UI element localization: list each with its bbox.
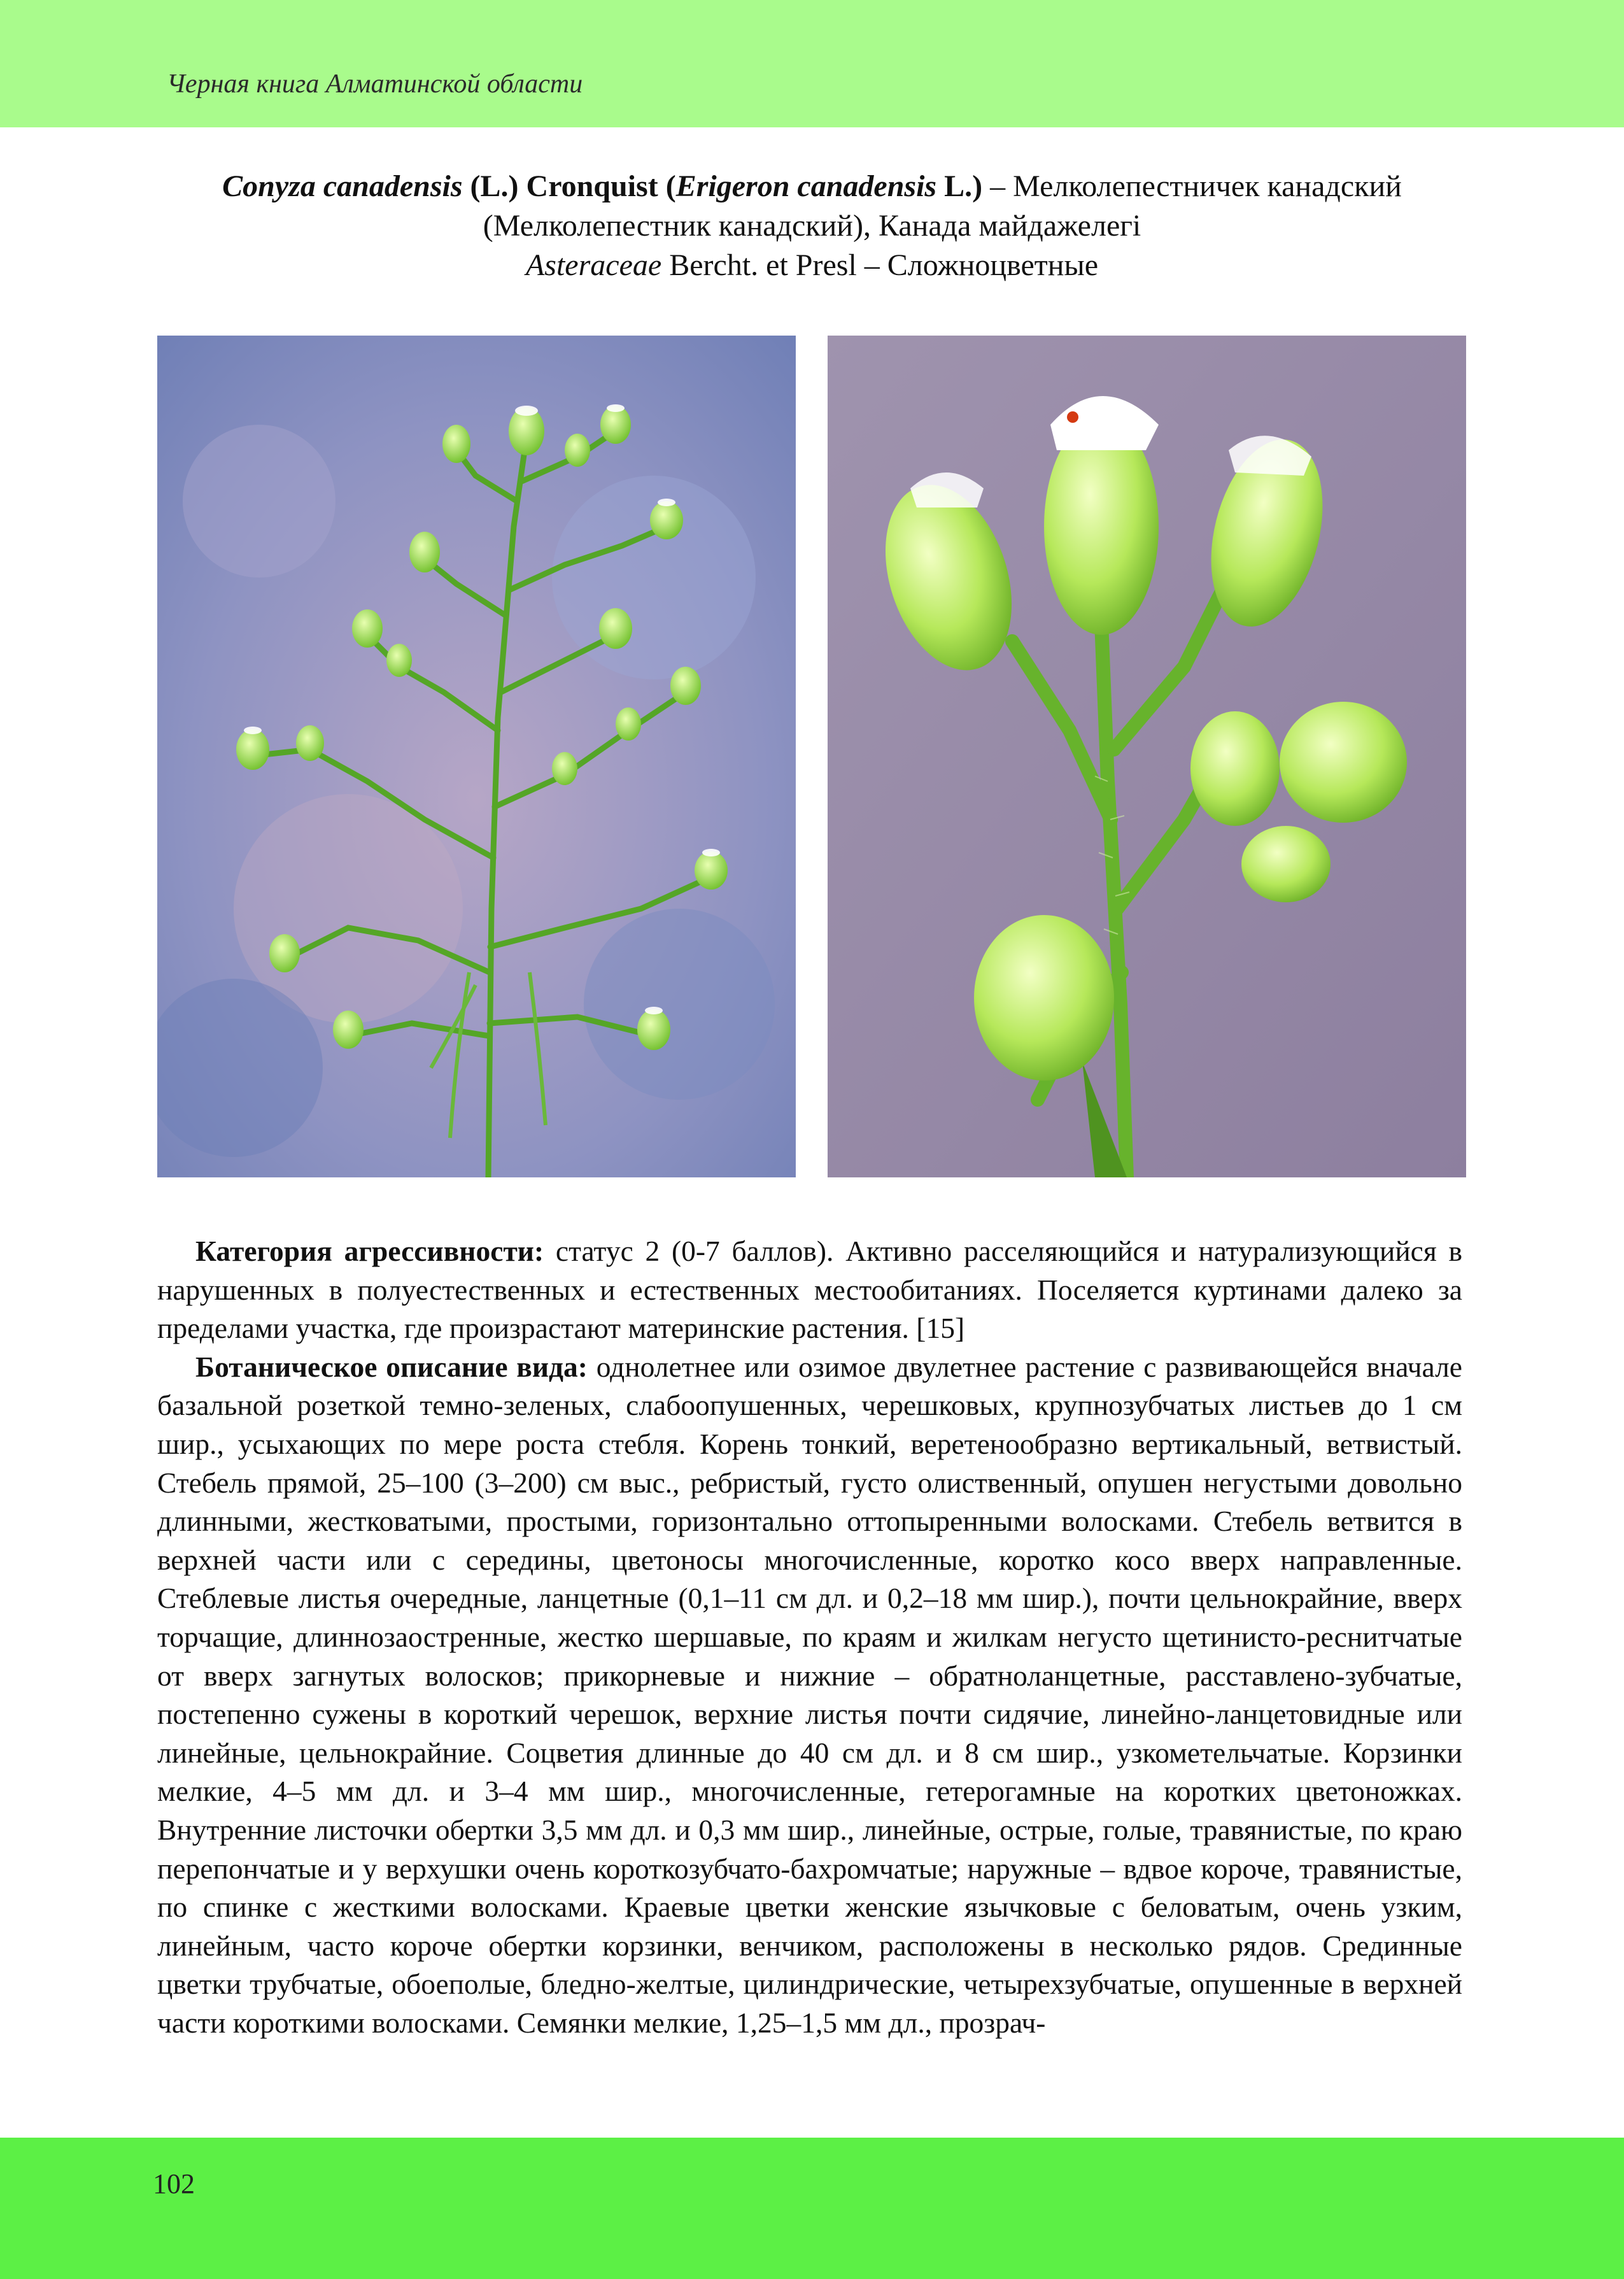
synonym-name: Erigeron canadensis: [675, 169, 937, 203]
running-title: Черная книга Алматинской области: [167, 69, 583, 99]
title-line-2: (Мелколепестник канадский), Канада майдажелегі: [483, 209, 1141, 243]
flower-heads-closeup-photo: [828, 336, 1466, 1177]
species-latin-name: Conyza canadensis: [222, 169, 463, 203]
body-text: [157, 1232, 1462, 2042]
title-line-1: [127, 167, 1497, 206]
aggression-paragraph: [157, 1232, 1462, 1348]
flower-heads-illustration: [828, 336, 1466, 1177]
page-number: 102: [153, 2168, 195, 2199]
botany-text: однолетнее или озимое двулетнее растение с развивающейся вначале базальной розеткой темно-зеленых, слабоопушенных, черешковых, крупнозубчатых листьев до 1 см шир., усыхающих по мере роста стебля. Корень тонкий, веретенообразно вертикальный, ветвистый. Стебель прямой, 25–100 (3–200) см выс., ребристый, густо олиственный, опушен негустыми довольно длинными, жестковатыми, простыми, горизонтально оттопыренными волосками. Стебель ветвится в верхней части или с середины, цветоносы многочисленные, коротко косо вверх направленные. Стеблевые листья очередные, ланцетные (0,1–11 см дл. и 0,2–18 мм шир.), почти цельнокрайние, вверх торчащие, длиннозаостренные, жестко шершавые, по краям и жилкам негусто щетинисто-реснитчатые от вверх загнутых волосков; прикорневые и нижние – обратноланцетные, расставлено-зубчатые, постепенно сужены в короткий черешок, верхние листья почти сидячие, линейно-ланцетовидные или линейные, цельнокрайние. Соцветия длинные до 40 см дл. и 8 см шир., узкометельчатые. Корзинки мелкие, 4–5 мм дл. и 3–4 мм шир., многочисленные, гетерогамные на коротких цветоножках. Внутренние листочки обертки 3,5 мм дл. и 0,3 мм шир., линейные, острые, голые, травянистые, по краю перепончатые и у верхушки очень короткозубчато-бахромчатые; наружные – вдвое короче, травянистые, по спинке с жесткими волосками. Краевые цветки женские язычковые с беловатым, очень узким, линейным, часто короче обертки корзинки, венчиком, расположены в несколько рядов. Срединные цветки трубчатые, обоеполые, бледно-желтые, цилиндрические, четырехзубчатые, опушенные в верхней части короткими волосками. Семянки мелкие, 1,25–1,5 мм дл., прозрач-: [157, 1350, 1462, 2039]
aggression-text: статус 2 (0-7 баллов). Активно расселяющийся и натурализующийся в нарушенных в полуестественных и естественных местообитаниях. Поселяется куртинами далеко за пределами участка, где произрастают материнские растения. [15]: [157, 1235, 1462, 1345]
botany-paragraph: [157, 1348, 1462, 2043]
header-band: [0, 0, 1624, 127]
species-title: [127, 167, 1497, 285]
inflorescence-illustration: [157, 336, 796, 1177]
botany-label: Ботаническое описание вида:: [195, 1350, 588, 1383]
species-author: (L.) Cronquist (: [462, 169, 676, 203]
russian-name: – Мелколепестничек канадский: [982, 169, 1402, 203]
inflorescence-photo: [157, 336, 796, 1177]
aggression-label: Категория агрессивности:: [195, 1235, 544, 1267]
title-line-3: [127, 246, 1497, 285]
family-rest: Bercht. et Presl – Сложноцветные: [661, 248, 1099, 282]
family-latin: Asteraceae: [525, 248, 662, 282]
footer-band: [0, 2138, 1624, 2279]
synonym-author: L.): [936, 169, 983, 203]
